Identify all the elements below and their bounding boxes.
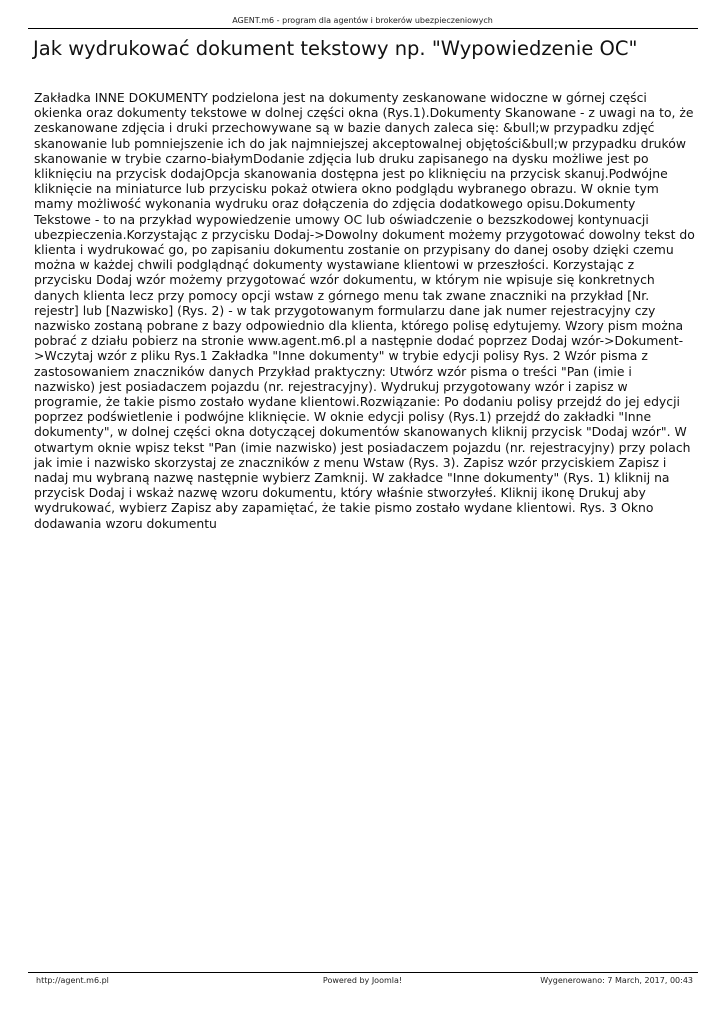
page-title: Jak wydrukować dokument tekstowy np. "Wypowiedzenie OC": [33, 37, 638, 60]
footer-url: http://agent.m6.pl: [36, 976, 109, 985]
header-divider: [28, 28, 698, 29]
footer-generated-date: Wygenerowano: 7 March, 2017, 00:43: [540, 976, 693, 985]
article-body: Zakładka INNE DOKUMENTY podzielona jest na dokumenty zeskanowane widoczne w górnej części okienka oraz dokumenty tekstowe w dolnej części okna (Rys.1).Dokumenty Skanowane - z uwagi na to, że zeskanowane zdjęcia i druki przechowywane są w bazie danych zaleca się: &bull;w przypadku zdjęć skanowanie lub pomniejszenie ich do jak najmniejszej akceptowalnej objętości&bull;w przypadku druków skanowanie w trybie czarno-białymDodanie zdjęcia lub druku zapisanego na dysku możliwe jest po kliknięciu na przycisk dodajOpcja skanowania dostępna jest po kliknięciu na przycisk skanuj.Podwójne kliknięcie na miniaturce lub przycisku pokaż otwiera okno podglądu wybranego obrazu. W oknie tym mamy możliwość wykonania wydruku oraz dołączenia do zdjęcia dodatkowego opisu.Dokumenty Tekstowe - to na przykład wypowiedzenie umowy OC lub oświadczenie o bezszkodowej kontynuacji ubezpieczenia.Korzystając z przycisku Dodaj->Dowolny dokument możemy przygotować dowolny tekst do klienta i wydrukować go, po zapisaniu dokumentu zostanie on przypisany do danej osoby dzięki czemu można w każdej chwili podglądnąć dokumenty wystawiane klientowi w przeszłości. Korzystając z przycisku Dodaj wzór możemy przygotować wzór dokumentu, w którym nie wpisuje się konkretnych danych klienta lecz przy pomocy opcji wstaw z górnego menu tak zwane znaczniki na przykład [Nr. rejestr] lub [Nazwisko] (Rys. 2) - w tak przygotowanym formularzu dane jak numer rejestracyjny czy nazwisko zostaną pobrane z bazy odpowiednio dla klienta, którego polisę edytujemy. Wzory pism można pobrać z działu pobierz na stronie www.agent.m6.pl a następnie dodać poprzez Dodaj wzór->Dokument->Wczytaj wzór z pliku Rys.1 Zakładka "Inne dokumenty" w trybie edycji polisy Rys. 2 Wzór pisma z zastosowaniem znaczników danych Przykład praktyczny: Utwórz wzór pisma o treści "Pan (imie i nazwisko) jest posiadaczem pojazdu (nr. rejestracyjny). Wydrukuj przygotowany wzór i zapisz w programie, że takie pismo zostało wydane klientowi.Rozwiązanie: Po dodaniu polisy przejdź do jej edycji poprzez podświetlenie i podwójne kliknięcie. W oknie edycji polisy (Rys.1) przejdź do zakładki "Inne dokumenty", w dolnej części okna dotyczącej dokumentów skanowanych kliknij przycisk "Dodaj wzór". W otwartym oknie wpisz tekst "Pan (imie nazwisko) jest posiadaczem pojazdu (nr. rejestracyjny) przy polach jak imie i nazwisko skorzystaj ze znaczników z menu Wstaw (Rys. 3). Zapisz wzór przyciskiem Zapisz i nadaj mu wybraną nazwę następnie wybierz Zamknij. W zakładce "Inne dokumenty" (Rys. 1) kliknij na przycisk Dodaj i wskaż nazwę wzoru dokumentu, który właśnie stworzyłeś. Kliknij ikonę Drukuj aby wydrukować, wybierz Zapisz aby zapamiętać, że takie pismo zostało wydane klientowi. Rys. 3 Okno dodawania wzoru dokumentu: [34, 90, 695, 531]
footer-divider: [28, 972, 698, 973]
footer-powered-by: Powered by Joomla!: [322, 976, 403, 985]
site-header-title: AGENT.m6 - program dla agentów i brokerów ubezpieczeniowych: [232, 16, 493, 25]
